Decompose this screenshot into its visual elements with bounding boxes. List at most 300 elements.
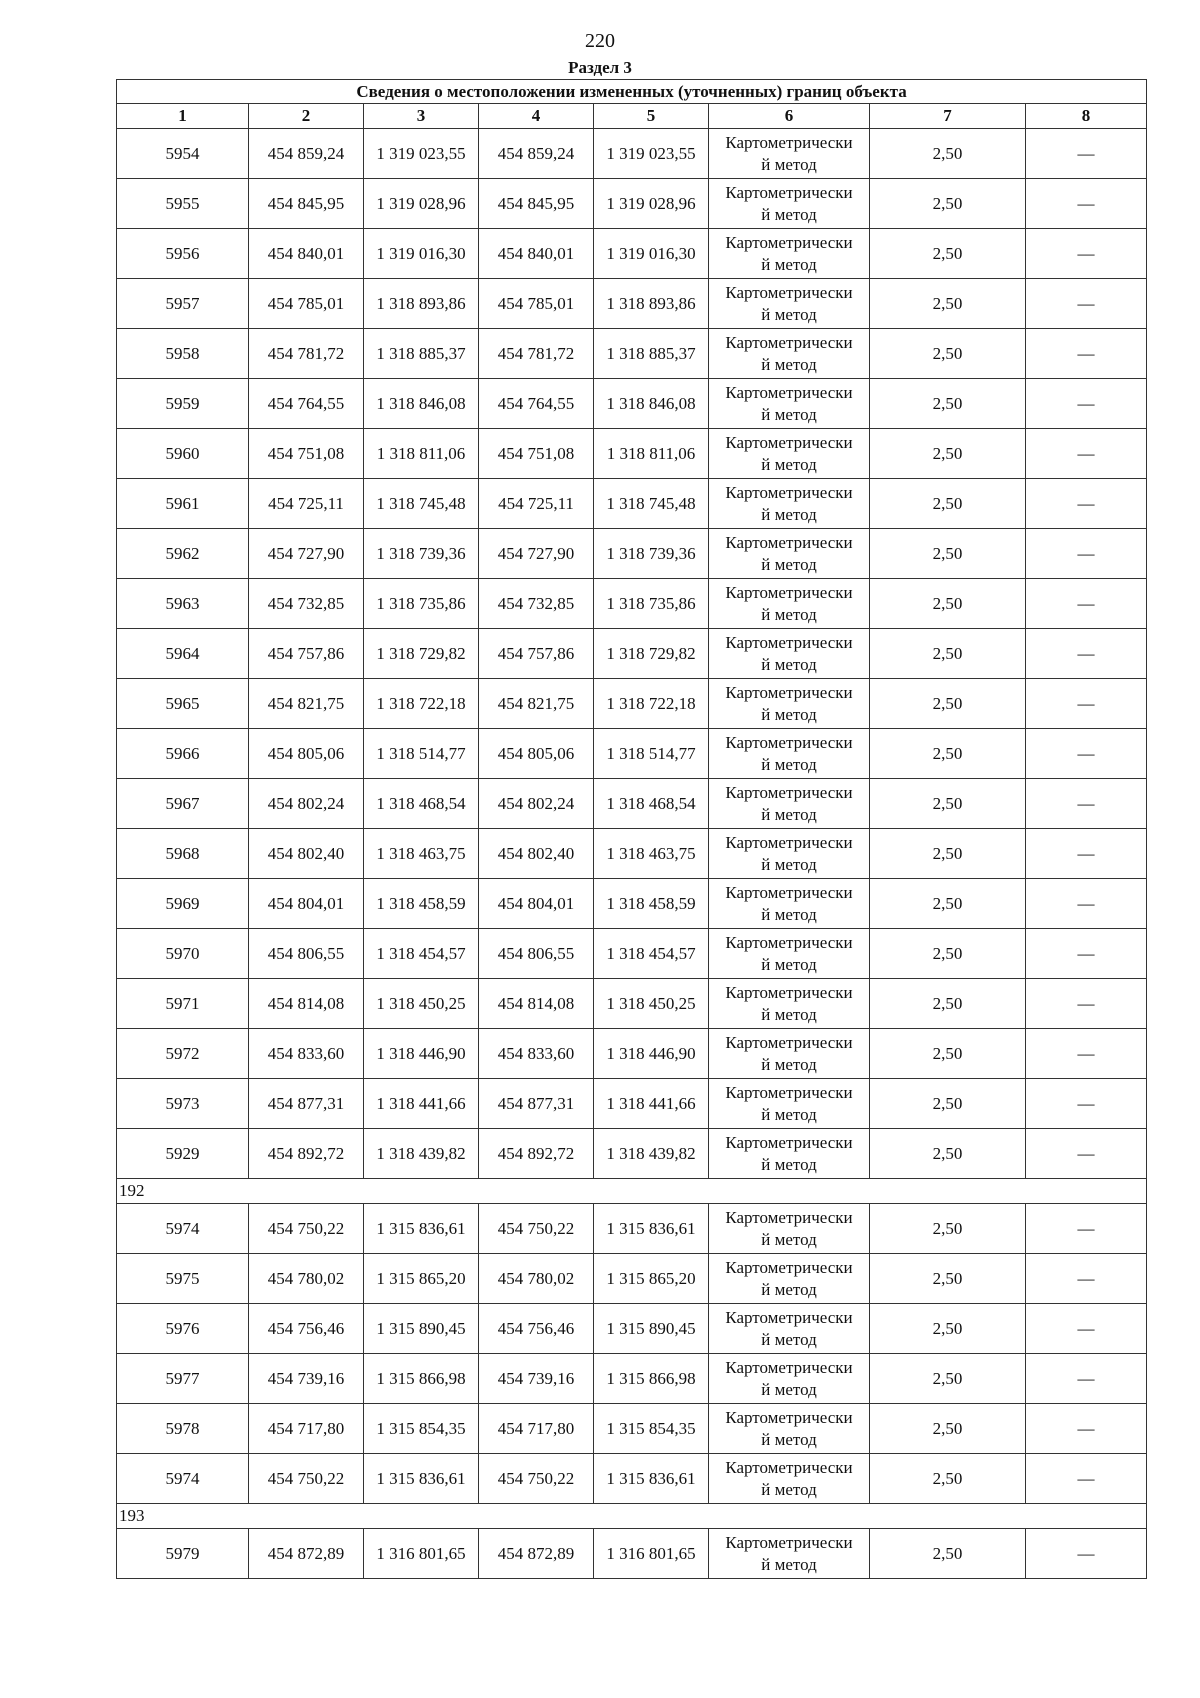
- method-cell: [709, 1529, 870, 1579]
- cell-c2: 454 727,90: [249, 529, 364, 579]
- column-number: 2: [249, 104, 364, 129]
- cell-c1: 5968: [117, 829, 249, 879]
- cell-c1: 5959: [117, 379, 249, 429]
- cell-c4: 454 756,46: [479, 1304, 594, 1354]
- cell-c8: —: [1026, 129, 1147, 179]
- cell-c1: 5969: [117, 879, 249, 929]
- cell-c8: —: [1026, 1079, 1147, 1129]
- column-number: 1: [117, 104, 249, 129]
- table-row: [117, 379, 1147, 429]
- cell-c4: 454 804,01: [479, 879, 594, 929]
- cell-c2: 454 756,46: [249, 1304, 364, 1354]
- cell-c3: 1 318 722,18: [364, 679, 479, 729]
- cell-c1: 5962: [117, 529, 249, 579]
- page-number: 220: [585, 30, 615, 52]
- cell-c5: 1 318 458,59: [594, 879, 709, 929]
- method-line: й метод: [761, 304, 817, 324]
- method-cell: [709, 379, 870, 429]
- method-line: й метод: [761, 804, 817, 824]
- cell-c7: 2,50: [870, 1079, 1026, 1129]
- table-row: [117, 229, 1147, 279]
- method-cell: [709, 929, 870, 979]
- cell-c7: 2,50: [870, 279, 1026, 329]
- cell-c5: 1 318 441,66: [594, 1079, 709, 1129]
- cell-c8: —: [1026, 279, 1147, 329]
- cell-c1: 5964: [117, 629, 249, 679]
- column-number: 3: [364, 104, 479, 129]
- cell-c8: —: [1026, 379, 1147, 429]
- cell-c5: 1 318 729,82: [594, 629, 709, 679]
- cell-c3: 1 315 865,20: [364, 1254, 479, 1304]
- cell-c4: 454 821,75: [479, 679, 594, 729]
- cell-c3: 1 319 028,96: [364, 179, 479, 229]
- cell-c3: 1 318 846,08: [364, 379, 479, 429]
- cell-c4: 454 859,24: [479, 129, 594, 179]
- cell-c5: 1 315 854,35: [594, 1404, 709, 1454]
- table-row: [117, 1354, 1147, 1404]
- method-line: й метод: [761, 1229, 817, 1249]
- cell-c7: 2,50: [870, 1454, 1026, 1504]
- cell-c7: 2,50: [870, 879, 1026, 929]
- cell-c8: —: [1026, 429, 1147, 479]
- cell-c4: 454 833,60: [479, 1029, 594, 1079]
- method-line: Картометрически: [725, 1307, 853, 1327]
- cell-c2: 454 750,22: [249, 1204, 364, 1254]
- cell-c3: 1 318 450,25: [364, 979, 479, 1029]
- cell-c5: 1 318 885,37: [594, 329, 709, 379]
- cell-c7: 2,50: [870, 1254, 1026, 1304]
- cell-c2: 454 785,01: [249, 279, 364, 329]
- cell-c1: 5954: [117, 129, 249, 179]
- cell-c7: 2,50: [870, 1029, 1026, 1079]
- cell-c5: 1 319 016,30: [594, 229, 709, 279]
- cell-c3: 1 318 463,75: [364, 829, 479, 879]
- cell-c4: 454 739,16: [479, 1354, 594, 1404]
- method-line: Картометрически: [725, 832, 853, 852]
- cell-c5: 1 315 865,20: [594, 1254, 709, 1304]
- method-cell: [709, 429, 870, 479]
- cell-c5: 1 315 866,98: [594, 1354, 709, 1404]
- cell-c5: 1 318 463,75: [594, 829, 709, 879]
- table-row: [117, 779, 1147, 829]
- method-line: Картометрически: [725, 1257, 853, 1277]
- cell-c1: 5955: [117, 179, 249, 229]
- cell-c1: 5977: [117, 1354, 249, 1404]
- cell-c3: 1 318 893,86: [364, 279, 479, 329]
- cell-c7: 2,50: [870, 479, 1026, 529]
- cell-c4: 454 732,85: [479, 579, 594, 629]
- method-line: Картометрически: [725, 1357, 853, 1377]
- cell-c3: 1 315 836,61: [364, 1454, 479, 1504]
- method-line: й метод: [761, 754, 817, 774]
- cell-c8: —: [1026, 1529, 1147, 1579]
- table-row: [117, 1454, 1147, 1504]
- cell-c2: 454 877,31: [249, 1079, 364, 1129]
- cell-c5: 1 318 722,18: [594, 679, 709, 729]
- method-line: Картометрически: [725, 632, 853, 652]
- cell-c3: 1 315 854,35: [364, 1404, 479, 1454]
- cell-c7: 2,50: [870, 529, 1026, 579]
- cell-c1: 5976: [117, 1304, 249, 1354]
- cell-c4: 454 802,24: [479, 779, 594, 829]
- method-line: й метод: [761, 1054, 817, 1074]
- cell-c8: —: [1026, 729, 1147, 779]
- cell-c1: 5963: [117, 579, 249, 629]
- method-line: Картометрически: [725, 982, 853, 1002]
- cell-c1: 5974: [117, 1204, 249, 1254]
- cell-c5: 1 318 454,57: [594, 929, 709, 979]
- cell-c4: 454 814,08: [479, 979, 594, 1029]
- table-row: [117, 979, 1147, 1029]
- cell-c5: 1 318 735,86: [594, 579, 709, 629]
- cell-c4: 454 727,90: [479, 529, 594, 579]
- method-line: Картометрически: [725, 132, 853, 152]
- method-line: Картометрически: [725, 382, 853, 402]
- cell-c2: 454 781,72: [249, 329, 364, 379]
- cell-c7: 2,50: [870, 329, 1026, 379]
- cell-c4: 454 764,55: [479, 379, 594, 429]
- table-row: [117, 1254, 1147, 1304]
- cell-c2: 454 802,24: [249, 779, 364, 829]
- method-line: Картометрически: [725, 1407, 853, 1427]
- cell-c1: 5979: [117, 1529, 249, 1579]
- group-label: 192: [117, 1179, 1147, 1204]
- cell-c2: 454 859,24: [249, 129, 364, 179]
- method-line: Картометрически: [725, 1532, 853, 1552]
- method-cell: [709, 129, 870, 179]
- cell-c5: 1 318 846,08: [594, 379, 709, 429]
- cell-c8: —: [1026, 579, 1147, 629]
- cell-c7: 2,50: [870, 629, 1026, 679]
- cell-c2: 454 804,01: [249, 879, 364, 929]
- cell-c2: 454 780,02: [249, 1254, 364, 1304]
- cell-c7: 2,50: [870, 179, 1026, 229]
- cell-c5: 1 318 450,25: [594, 979, 709, 1029]
- cell-c2: 454 725,11: [249, 479, 364, 529]
- cell-c7: 2,50: [870, 379, 1026, 429]
- method-cell: [709, 1079, 870, 1129]
- cell-c1: 5965: [117, 679, 249, 729]
- cell-c2: 454 757,86: [249, 629, 364, 679]
- method-cell: [709, 329, 870, 379]
- table-row: [117, 729, 1147, 779]
- method-line: й метод: [761, 704, 817, 724]
- cell-c4: 454 892,72: [479, 1129, 594, 1179]
- cell-c4: 454 750,22: [479, 1454, 594, 1504]
- method-line: Картометрически: [725, 582, 853, 602]
- method-line: й метод: [761, 504, 817, 524]
- method-cell: [709, 1454, 870, 1504]
- cell-c3: 1 318 885,37: [364, 329, 479, 379]
- method-cell: [709, 879, 870, 929]
- method-line: Картометрически: [725, 1132, 853, 1152]
- method-line: й метод: [761, 1279, 817, 1299]
- cell-c8: —: [1026, 1454, 1147, 1504]
- method-line: й метод: [761, 354, 817, 374]
- cell-c1: 5974: [117, 1454, 249, 1504]
- method-line: й метод: [761, 654, 817, 674]
- table-body: [117, 129, 1147, 1579]
- table-row: [117, 529, 1147, 579]
- cell-c3: 1 318 514,77: [364, 729, 479, 779]
- cell-c7: 2,50: [870, 229, 1026, 279]
- cell-c2: 454 764,55: [249, 379, 364, 429]
- cell-c1: 5978: [117, 1404, 249, 1454]
- cell-c3: 1 318 439,82: [364, 1129, 479, 1179]
- cell-c2: 454 750,22: [249, 1454, 364, 1504]
- table-row: [117, 879, 1147, 929]
- cell-c8: —: [1026, 1304, 1147, 1354]
- method-line: Картометрически: [725, 1082, 853, 1102]
- cell-c4: 454 781,72: [479, 329, 594, 379]
- method-line: Картометрически: [725, 782, 853, 802]
- cell-c4: 454 780,02: [479, 1254, 594, 1304]
- table-row: [117, 1029, 1147, 1079]
- cell-c2: 454 751,08: [249, 429, 364, 479]
- method-cell: [709, 679, 870, 729]
- cell-c8: —: [1026, 229, 1147, 279]
- table-row: [117, 829, 1147, 879]
- table-row: [117, 179, 1147, 229]
- cell-c5: 1 318 739,36: [594, 529, 709, 579]
- table-row: [117, 429, 1147, 479]
- cell-c8: —: [1026, 1204, 1147, 1254]
- coordinates-table: [116, 79, 1147, 1579]
- method-line: й метод: [761, 554, 817, 574]
- cell-c3: 1 318 735,86: [364, 579, 479, 629]
- cell-c8: —: [1026, 1404, 1147, 1454]
- cell-c7: 2,50: [870, 979, 1026, 1029]
- cell-c1: 5971: [117, 979, 249, 1029]
- method-line: Картометрически: [725, 532, 853, 552]
- cell-c7: 2,50: [870, 679, 1026, 729]
- cell-c7: 2,50: [870, 729, 1026, 779]
- cell-c4: 454 845,95: [479, 179, 594, 229]
- table-row: [117, 279, 1147, 329]
- cell-c1: 5967: [117, 779, 249, 829]
- cell-c2: 454 732,85: [249, 579, 364, 629]
- method-line: Картометрически: [725, 882, 853, 902]
- method-line: Картометрически: [725, 1032, 853, 1052]
- cell-c3: 1 318 745,48: [364, 479, 479, 529]
- cell-c3: 1 318 739,36: [364, 529, 479, 579]
- table-row: [117, 1129, 1147, 1179]
- cell-c4: 454 750,22: [479, 1204, 594, 1254]
- table-row: [117, 479, 1147, 529]
- cell-c2: 454 814,08: [249, 979, 364, 1029]
- table-row: [117, 1529, 1147, 1579]
- table-row: [117, 679, 1147, 729]
- method-line: й метод: [761, 404, 817, 424]
- method-line: Картометрически: [725, 432, 853, 452]
- cell-c1: 5975: [117, 1254, 249, 1304]
- cell-c3: 1 315 836,61: [364, 1204, 479, 1254]
- cell-c7: 2,50: [870, 829, 1026, 879]
- table-row: [117, 1204, 1147, 1254]
- method-line: й метод: [761, 154, 817, 174]
- table-row: [117, 329, 1147, 379]
- method-cell: [709, 179, 870, 229]
- cell-c7: 2,50: [870, 1204, 1026, 1254]
- cell-c8: —: [1026, 1354, 1147, 1404]
- cell-c3: 1 318 458,59: [364, 879, 479, 929]
- cell-c8: —: [1026, 479, 1147, 529]
- column-number: 5: [594, 104, 709, 129]
- method-cell: [709, 779, 870, 829]
- cell-c3: 1 319 016,30: [364, 229, 479, 279]
- cell-c7: 2,50: [870, 129, 1026, 179]
- cell-c8: —: [1026, 929, 1147, 979]
- method-line: Картометрически: [725, 482, 853, 502]
- method-line: й метод: [761, 254, 817, 274]
- cell-c3: 1 315 890,45: [364, 1304, 479, 1354]
- cell-c5: 1 318 439,82: [594, 1129, 709, 1179]
- method-cell: [709, 1029, 870, 1079]
- method-cell: [709, 829, 870, 879]
- cell-c8: —: [1026, 529, 1147, 579]
- method-line: Картометрически: [725, 182, 853, 202]
- cell-c7: 2,50: [870, 1529, 1026, 1579]
- method-line: й метод: [761, 904, 817, 924]
- cell-c2: 454 833,60: [249, 1029, 364, 1079]
- cell-c4: 454 872,89: [479, 1529, 594, 1579]
- cell-c7: 2,50: [870, 1129, 1026, 1179]
- cell-c5: 1 319 028,96: [594, 179, 709, 229]
- column-number: 8: [1026, 104, 1147, 129]
- cell-c5: 1 318 446,90: [594, 1029, 709, 1079]
- cell-c2: 454 845,95: [249, 179, 364, 229]
- cell-c8: —: [1026, 879, 1147, 929]
- method-line: Картометрически: [725, 282, 853, 302]
- group-label: 193: [117, 1504, 1147, 1529]
- method-line: Картометрически: [725, 932, 853, 952]
- method-line: Картометрически: [725, 332, 853, 352]
- cell-c3: 1 318 454,57: [364, 929, 479, 979]
- cell-c2: 454 717,80: [249, 1404, 364, 1454]
- cell-c2: 454 805,06: [249, 729, 364, 779]
- cell-c1: 5957: [117, 279, 249, 329]
- method-cell: [709, 229, 870, 279]
- table-caption: Сведения о местоположении измененных (уточненных) границ объекта: [117, 80, 1147, 104]
- cell-c4: 454 840,01: [479, 229, 594, 279]
- method-cell: [709, 529, 870, 579]
- cell-c4: 454 806,55: [479, 929, 594, 979]
- cell-c5: 1 315 890,45: [594, 1304, 709, 1354]
- cell-c2: 454 739,16: [249, 1354, 364, 1404]
- cell-c4: 454 805,06: [479, 729, 594, 779]
- method-line: Картометрически: [725, 1207, 853, 1227]
- table-row: [117, 1304, 1147, 1354]
- method-line: й метод: [761, 1379, 817, 1399]
- cell-c1: 5956: [117, 229, 249, 279]
- cell-c8: —: [1026, 1254, 1147, 1304]
- cell-c5: 1 315 836,61: [594, 1204, 709, 1254]
- group-row: [117, 1179, 1147, 1204]
- cell-c5: 1 318 745,48: [594, 479, 709, 529]
- method-line: Картометрически: [725, 1457, 853, 1477]
- method-line: й метод: [761, 454, 817, 474]
- cell-c1: 5960: [117, 429, 249, 479]
- method-cell: [709, 579, 870, 629]
- cell-c5: 1 316 801,65: [594, 1529, 709, 1579]
- column-number: 6: [709, 104, 870, 129]
- cell-c7: 2,50: [870, 579, 1026, 629]
- method-cell: [709, 1254, 870, 1304]
- cell-c3: 1 316 801,65: [364, 1529, 479, 1579]
- cell-c4: 454 717,80: [479, 1404, 594, 1454]
- cell-c4: 454 725,11: [479, 479, 594, 529]
- cell-c1: 5973: [117, 1079, 249, 1129]
- group-row: [117, 1504, 1147, 1529]
- cell-c5: 1 318 811,06: [594, 429, 709, 479]
- cell-c4: 454 877,31: [479, 1079, 594, 1129]
- cell-c7: 2,50: [870, 429, 1026, 479]
- table-row: [117, 629, 1147, 679]
- cell-c7: 2,50: [870, 1404, 1026, 1454]
- method-line: Картометрически: [725, 732, 853, 752]
- cell-c5: 1 318 514,77: [594, 729, 709, 779]
- column-number-row: [117, 104, 1147, 129]
- method-line: й метод: [761, 854, 817, 874]
- cell-c8: —: [1026, 629, 1147, 679]
- cell-c2: 454 892,72: [249, 1129, 364, 1179]
- method-cell: [709, 1204, 870, 1254]
- method-line: Картометрически: [725, 682, 853, 702]
- column-number: 7: [870, 104, 1026, 129]
- method-cell: [709, 479, 870, 529]
- method-line: й метод: [761, 1004, 817, 1024]
- cell-c5: 1 318 893,86: [594, 279, 709, 329]
- cell-c1: 5970: [117, 929, 249, 979]
- method-cell: [709, 1404, 870, 1454]
- cell-c8: —: [1026, 779, 1147, 829]
- cell-c3: 1 318 441,66: [364, 1079, 479, 1129]
- method-line: й метод: [761, 1479, 817, 1499]
- method-line: й метод: [761, 1429, 817, 1449]
- cell-c7: 2,50: [870, 1354, 1026, 1404]
- cell-c2: 454 802,40: [249, 829, 364, 879]
- cell-c1: 5972: [117, 1029, 249, 1079]
- cell-c2: 454 821,75: [249, 679, 364, 729]
- cell-c1: 5958: [117, 329, 249, 379]
- method-line: й метод: [761, 204, 817, 224]
- cell-c4: 454 785,01: [479, 279, 594, 329]
- method-cell: [709, 729, 870, 779]
- cell-c5: 1 318 468,54: [594, 779, 709, 829]
- table-row: [117, 1079, 1147, 1129]
- method-line: й метод: [761, 1329, 817, 1349]
- cell-c8: —: [1026, 679, 1147, 729]
- cell-c1: 5966: [117, 729, 249, 779]
- cell-c8: —: [1026, 829, 1147, 879]
- cell-c2: 454 840,01: [249, 229, 364, 279]
- method-line: й метод: [761, 1104, 817, 1124]
- method-cell: [709, 1129, 870, 1179]
- cell-c2: 454 872,89: [249, 1529, 364, 1579]
- cell-c3: 1 318 811,06: [364, 429, 479, 479]
- cell-c4: 454 757,86: [479, 629, 594, 679]
- method-cell: [709, 629, 870, 679]
- method-cell: [709, 1304, 870, 1354]
- method-line: й метод: [761, 1154, 817, 1174]
- cell-c4: 454 802,40: [479, 829, 594, 879]
- method-cell: [709, 1354, 870, 1404]
- method-cell: [709, 979, 870, 1029]
- cell-c5: 1 319 023,55: [594, 129, 709, 179]
- cell-c3: 1 318 729,82: [364, 629, 479, 679]
- cell-c7: 2,50: [870, 929, 1026, 979]
- method-line: й метод: [761, 1554, 817, 1574]
